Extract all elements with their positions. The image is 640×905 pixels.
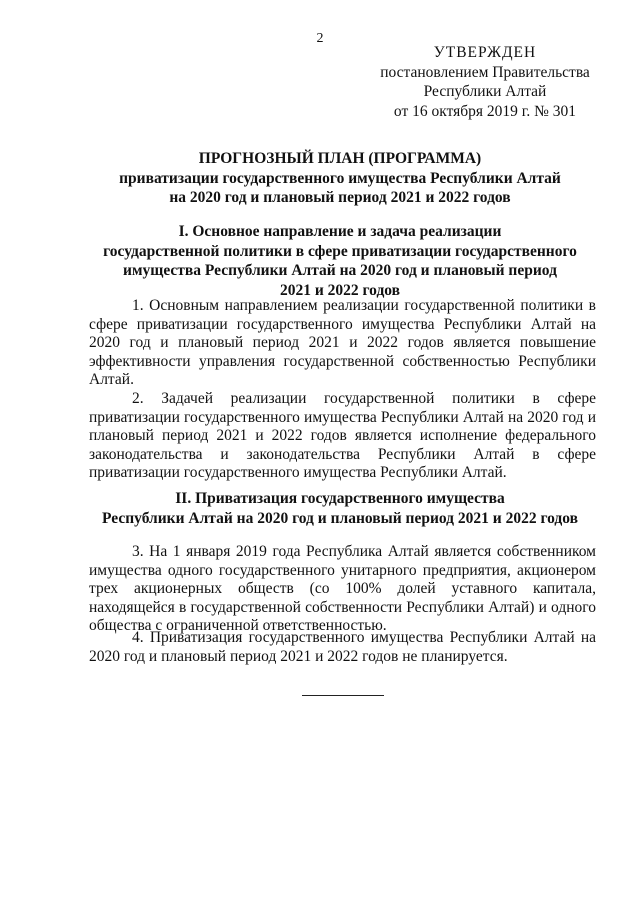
section-2-heading: [60, 489, 620, 528]
title-line: ПРОГНОЗНЫЙ ПЛАН (ПРОГРАММА): [198, 150, 482, 167]
heading-line: I. Основное направление и задача реализации: [178, 223, 502, 240]
heading-line: имущества Республики Алтай на 2020 год и плановый период: [123, 262, 557, 279]
section-1-heading: [60, 222, 620, 300]
heading-line: 2021 и 2022 годов: [279, 281, 401, 299]
paragraph-4: 4. Приватизация государственного имущества Республики Алтай на 2020 год и плановый период 2021 и 2022 годов не планируется.: [89, 629, 596, 665]
approval-stamp: [370, 43, 600, 121]
approval-line: постановлением Правительства: [380, 63, 590, 81]
heading-line: государственной политики в сфере приватизации государственного: [103, 242, 577, 260]
approval-title: УТВЕРЖДЕН: [433, 44, 537, 61]
title-line: на 2020 год и плановый период 2021 и 2022 годов: [169, 189, 511, 206]
heading-line: Республики Алтай на 2020 год и плановый период 2021 и 2022 годов: [102, 509, 578, 527]
title-line: приватизации государственного имущества Республики Алтай: [119, 169, 561, 187]
approval-date: от 16 октября 2019 г. № 301: [393, 102, 577, 120]
end-divider: [302, 695, 384, 696]
document-title: [60, 149, 620, 208]
page-number: 2: [316, 31, 324, 46]
approval-line: Республики Алтай: [423, 83, 547, 100]
paragraph-2: 2. Задачей реализации государственной политики в сфере приватизации государственного имущества Республики Алтай на 2020 год и плановый период 2021 и 2022 годов является исполнение федерального законодательства и законодательства Республики Алтай в сфере приватизации государственного имущества Республики Алтай.: [89, 390, 596, 482]
heading-line: II. Приватизация государственного имущества: [175, 490, 505, 507]
paragraph-1: 1. Основным направлением реализации государственной политики в сфере приватизации государственного имущества Республики Алтай на 2020 год и плановый период 2021 и 2022 годов является повышение эффективности управления государственной собственностью Республики Алтай.: [89, 297, 596, 389]
paragraph-3: 3. На 1 января 2019 года Республика Алтай является собственником имущества одного государственного унитарного предприятия, акционером трех акционерных обществ (со 100% долей уставного капитала, находящейся в государственной собственности Республики Алтай) и одного общества с ограниченной ответственностью.: [89, 543, 596, 635]
